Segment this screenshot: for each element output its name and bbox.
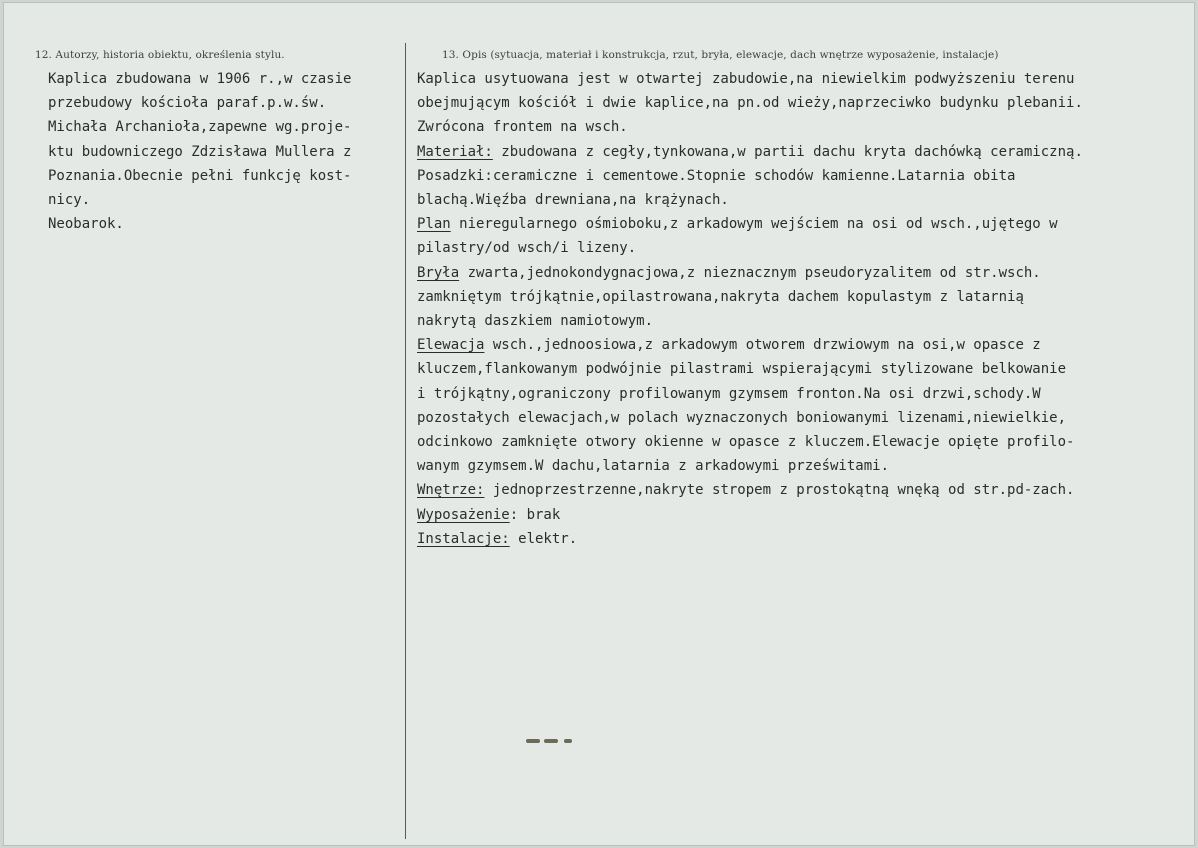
- bryla-label: Bryła: [417, 264, 460, 281]
- bryla-line: Bryła zwarta,jednokondygnacjowa,z nieznacznym pseudoryzalitem od str.wsch.: [417, 264, 1041, 281]
- ink-smudge: [526, 739, 574, 745]
- column-divider: [405, 43, 406, 839]
- history-column: [48, 67, 404, 236]
- elewacja-line: wanym gzymsem.W dachu,latarnia z arkadowymi prześwitami.: [417, 458, 890, 475]
- section-13-header: 13. Opis (sytuacja, materiał i konstrukcja, rzut, bryła, elewacje, dach wnętrze wyposażenie, instalacje): [442, 49, 999, 61]
- plan-label: Plan: [417, 216, 451, 233]
- plan-line: pilastry/od wsch/i lizeny.: [417, 240, 637, 257]
- elewacja-label: Elewacja: [417, 337, 485, 354]
- instalacje-line: Instalacje: elektr.: [417, 530, 578, 547]
- history-line: Kaplica zbudowana w 1906 r.,w czasie: [48, 71, 352, 87]
- elewacja-line: kluczem,flankowanym podwójnie pilastrami wspierającymi stylizowane belkowanie: [417, 361, 1067, 378]
- intro-line: Zwrócona frontem na wsch.: [417, 119, 628, 136]
- elewacja-line: i trójkątny,ograniczony profilowanym gzymsem fronton.Na osi drzwi,schody.W: [417, 385, 1041, 402]
- history-line: ktu budowniczego Zdzisława Mullera z: [48, 143, 352, 160]
- material-line: Posadzki:ceramiczne i cementowe.Stopnie schodów kamienne.Latarnia obita: [417, 167, 1016, 184]
- history-line: nicy.: [48, 192, 91, 209]
- instalacje-label: Instalacje:: [417, 530, 510, 547]
- plan-line: Plan nieregularnego ośmioboku,z arkadowym wejściem na osi od wsch.,ujętego w: [417, 216, 1058, 233]
- wnetrze-label: Wnętrze:: [417, 482, 485, 499]
- wnetrze-line: Wnętrze: jednoprzestrzenne,nakryte stropem z prostokątną wnęką od str.pd-zach.: [417, 482, 1075, 499]
- material-label: Materiał:: [417, 143, 493, 160]
- history-line: Michała Archanioła,zapewne wg.proje-: [48, 119, 352, 136]
- intro-line: obejmującym kościół i dwie kaplice,na pn.od wieży,naprzeciwko budynku plebanii.: [417, 95, 1083, 112]
- bryla-line: nakrytą daszkiem namiotowym.: [417, 313, 654, 330]
- material-line: blachą.Więźba drewniana,na krążynach.: [417, 192, 729, 209]
- wyposazenie-line: Wyposażenie: brak: [417, 506, 561, 523]
- bryla-line: zamkniętym trójkątnie,opilastrowana,nakryta dachem kopulastym z latarnią: [417, 288, 1024, 305]
- elewacja-line: Elewacja wsch.,jednoosiowa,z arkadowym otworem drzwiowym na osi,w opasce z: [417, 337, 1041, 354]
- style-text: Neobarok.: [48, 216, 124, 233]
- section-12-header: 12. Autorzy, historia obiektu, określenia stylu.: [35, 49, 285, 61]
- record-card: [3, 2, 1195, 846]
- description-column: [417, 67, 1197, 551]
- elewacja-line: pozostałych elewacjach,w polach wyznaczonych boniowanymi lizenami,niewielkie,: [417, 409, 1067, 426]
- history-line: przebudowy kościoła paraf.p.w.św.: [48, 95, 327, 112]
- elewacja-line: odcinkowo zamknięte otwory okienne w opasce z kluczem.Elewacje opięte profilo-: [417, 434, 1075, 451]
- wyposazenie-label: Wyposażenie: [417, 506, 510, 523]
- history-line: Poznania.Obecnie pełni funkcję kost-: [48, 167, 352, 184]
- intro-line: Kaplica usytuowana jest w otwartej zabudowie,na niewielkim podwyższeniu terenu: [417, 71, 1075, 87]
- material-line: Materiał: zbudowana z cegły,tynkowana,w partii dachu kryta dachówką ceramiczną.: [417, 143, 1083, 160]
